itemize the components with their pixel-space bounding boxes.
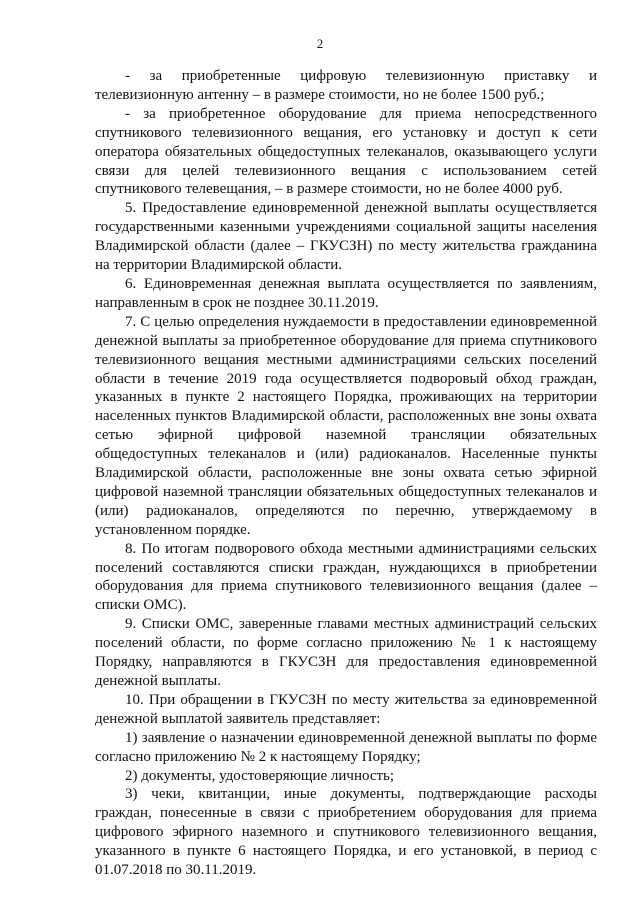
paragraph-satellite-equipment: - за приобретенное оборудование для приема непосредственного спутникового телевизионного вещания, его установку и доступ к сети оператора обязательных общедоступных телеканалов, оказывающего услуги связи для целей телевизионного вещания с использованием сетей спутникового телевещания, – в размере стоимости, но не более 4000 руб. [95, 105, 597, 198]
document-body [95, 67, 597, 880]
paragraph-item-5: 5. Предоставление единовременной денежной выплаты осуществляется государственными казенными учреждениями социальной защиты населения Владимирской области (далее – ГКУСЗН) по месту жительства гражданина на территории Владимирской области. [95, 200, 597, 274]
paragraph-item-7: 7. С целью определения нуждаемости в предоставлении единовременной денежной выплаты за приобретенное оборудование для приема спутникового телевизионного вещания местными администрациями сельских поселений области в течение 2019 года осуществляется подворовый обход граждан, указанных в пункте 2 настоящего Порядка, проживающих на территории населенных пунктов Владимирской области, расположенных вне зоны охвата сетью эфирной цифровой наземной трансляции обязательных общедоступных телеканалов и (или) радиоканалов. Населенные пункты Владимирской области, расположенные вне зоны охвата сетью эфирной цифровой наземной трансляции обязательных общедоступных телеканалов и (или) радиоканалов, определяются по перечню, утверждаемому в установленном порядке. [95, 313, 597, 538]
paragraph-subitem-1: 1) заявление о назначении единовременной денежной выплаты по форме согласно приложению № 2 к настоящему Порядку; [95, 729, 597, 765]
paragraph-subitem-2: 2) документы, удостоверяющие личность; [125, 767, 395, 784]
paragraph-subitem-3: 3) чеки, квитанции, иные документы, подтверждающие расходы граждан, понесенные в связи с приобретением оборудования для приема цифрового эфирного наземного и спутникового телевизионного вещания, указанного в пункте 6 настоящего Порядка, и его установкой, в период с 01.07.2018 по 30.11.2019. [95, 786, 597, 879]
page-number: 2 [316, 36, 324, 51]
paragraph-item-6: 6. Единовременная денежная выплата осуществляется по заявлениям, направленным в срок не позднее 30.11.2019. [95, 275, 597, 311]
paragraph-item-8: 8. По итогам подворового обхода местными администрациями сельских поселений составляются списки граждан, нуждающихся в приобретении оборудования для приема спутникового телевизионного вещания (далее – списки ОМС). [95, 540, 597, 614]
paragraph-item-9: 9. Списки ОМС, заверенные главами местных администраций сельских поселений области, по форме согласно приложению № 1 к настоящему Порядку, направляются в ГКУСЗН для предоставления единовременной денежной выплаты. [95, 616, 597, 689]
paragraph-item-10: 10. При обращении в ГКУСЗН по месту жительства за единовременной денежной выплатой заявитель представляет: [95, 691, 597, 727]
paragraph-tv-set-top-box: - за приобретенные цифровую телевизионную приставку и телевизионную антенну – в размере стоимости, но не более 1500 руб.; [95, 68, 597, 103]
